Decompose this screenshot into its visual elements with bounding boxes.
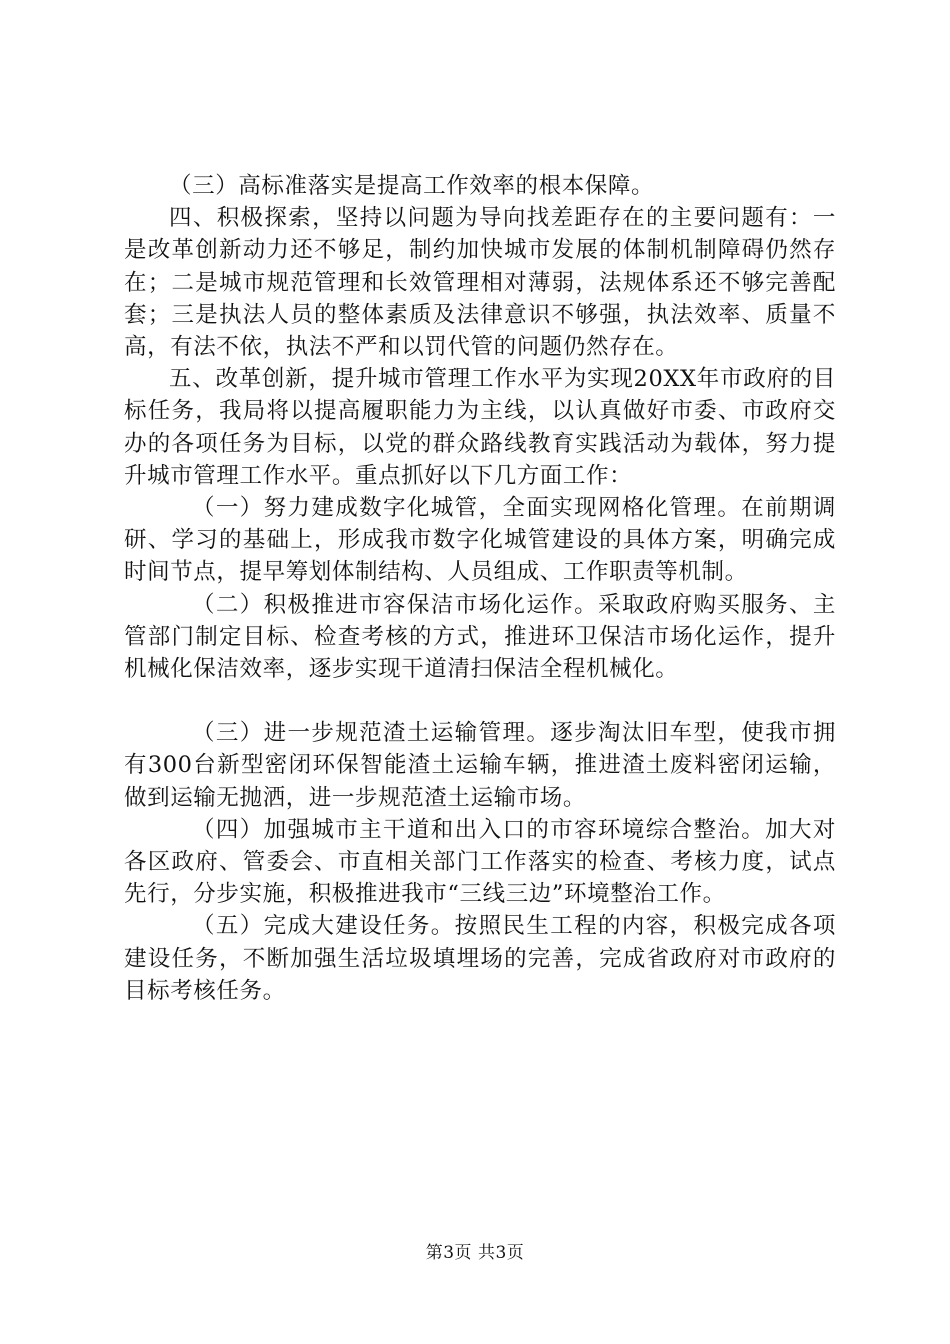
page-footer: 第3页 共3页	[425, 1243, 525, 1263]
paragraph-item-1: （一）努力建成数字化城管，全面实现网格化管理。在前期调研、学习的基础上，形成我市数字化城管建设的具体方案，明确完成时间节点，提早筹划体制结构、人员组成、工作职责等机制。	[124, 495, 836, 586]
paragraph-item-2: （二）积极推进市容保洁市场化运作。采取政府购买服务、主管部门制定目标、检查考核的方式，推进环卫保洁市场化运作，提升机械化保洁效率，逐步实现干道清扫保洁全程机械化。	[124, 591, 836, 683]
document-body	[124, 170, 836, 1007]
paragraph-item-3: （三）进一步规范渣土运输管理。逐步淘汰旧车型，使我市拥有300台新型密闭环保智能渣土运输车辆，推进渣土废料密闭运输，做到运输无抛洒，进一步规范渣土运输市场。	[124, 720, 836, 811]
paragraph-section-four: 四、积极探索，坚持以问题为导向找差距存在的主要问题有：一是改革创新动力还不够足，制约加快城市发展的体制机制障碍仍然存在；二是城市规范管理和长效管理相对薄弱，法规体系还不够完善配套；三是执法人员的整体素质及法律意识不够强，执法效率、质量不高，有法不依，执法不严和以罚代管的问题仍然存在。	[124, 205, 836, 361]
paragraph-section-five: 五、改革创新，提升城市管理工作水平为实现20XX年市政府的目标任务，我局将以提高履职能力为主线，以认真做好市委、市政府交办的各项任务为目标，以党的群众路线教育实践活动为载体，努力提升城市管理工作水平。重点抓好以下几方面工作：	[124, 366, 836, 489]
paragraph-item-4: （四）加强城市主干道和出入口的市容环境综合整治。加大对各区政府、管委会、市直相关部门工作落实的检查、考核力度，试点先行，分步实施，积极推进我市“三线三边”环境整治工作。	[124, 816, 836, 908]
paragraph-section-3-heading: （三）高标准落实是提高工作效率的根本保障。	[169, 173, 655, 199]
paragraph-item-5: （五）完成大建设任务。按照民生工程的内容，积极完成各项建设任务，不断加强生活垃圾填埋场的完善，完成省政府对市政府的目标考核任务。	[124, 913, 836, 1004]
